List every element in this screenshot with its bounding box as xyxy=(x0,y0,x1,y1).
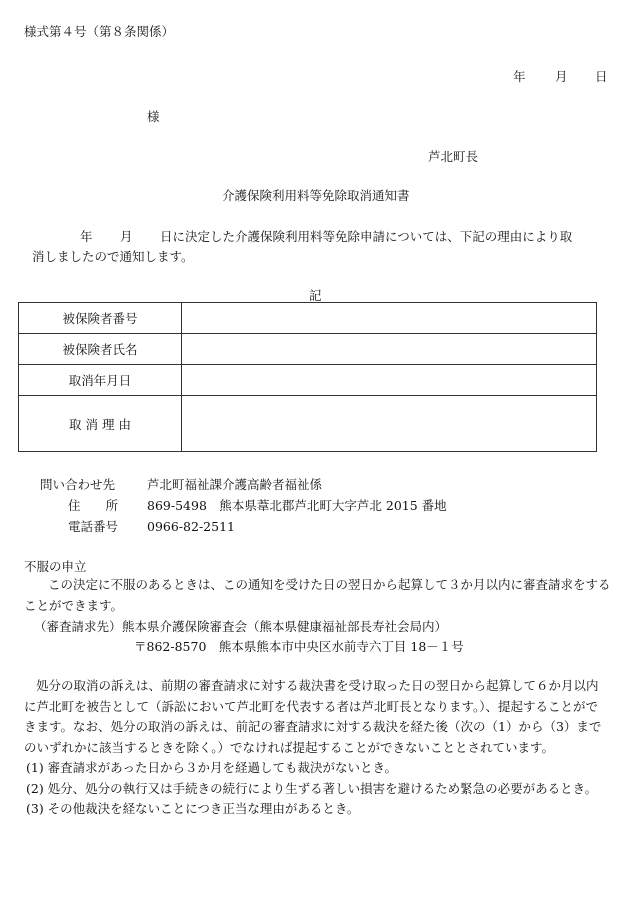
table-row xyxy=(19,396,597,452)
value-cancel-reason[interactable] xyxy=(182,396,597,452)
table-row xyxy=(19,365,597,396)
appeal-dest-label: （審査請求先） xyxy=(34,619,122,634)
label-cancel-reason: 取 消 理 由 xyxy=(19,396,182,452)
contact-block xyxy=(40,474,447,537)
contact-address-row xyxy=(40,495,447,516)
lawsuit-line4: のいずれかに該当するときを除く。）でなければ提起することができないこととされています。 xyxy=(24,739,555,755)
ki-heading: 記 xyxy=(309,288,322,303)
appeal-line1: この決定に不服のあるときは、この通知を受けた日の翌日から起算して３か月以内に審査請求をする xyxy=(48,577,611,592)
lawsuit-line3: きます。なお、処分の取消の訴えは、前記の審査請求に対する裁決を経た後（次の（1）から（3）まで xyxy=(24,719,602,734)
date-month: 月 xyxy=(555,69,568,84)
value-cancel-date[interactable] xyxy=(182,365,597,396)
appeal-paragraph xyxy=(24,575,611,616)
appeal-dest-address: 〒862-8570 熊本県熊本市中央区水前寺六丁目 18－１号 xyxy=(134,639,464,654)
table-row xyxy=(19,334,597,365)
contact-phone-row xyxy=(40,516,447,537)
address-value: 869-5498 熊本県葦北郡芦北町大字芦北 2015 番地 xyxy=(147,498,447,513)
lawsuit-item-1: (1) 審査請求があった日から３か月を経過しても裁決がないとき。 xyxy=(26,760,398,775)
address-label: 住 所 xyxy=(68,498,119,513)
intro-year: 年 xyxy=(80,229,93,244)
appeal-line2: ことができます。 xyxy=(24,597,124,613)
label-insured-number: 被保険者番号 xyxy=(19,303,182,334)
table-row xyxy=(19,303,597,334)
appeal-heading: 不服の申立 xyxy=(24,559,87,574)
value-insured-number[interactable] xyxy=(182,303,597,334)
date-year: 年 xyxy=(513,69,526,84)
lawsuit-item-2: (2) 処分、処分の執行又は手続きの続行により生ずる著しい損害を避けるため緊急の必要があるとき。 xyxy=(26,780,598,796)
label-insured-name: 被保険者氏名 xyxy=(19,334,182,365)
intro-rest: 日に決定した介護保険利用料等免除申請については、下記の理由により取 xyxy=(160,229,573,244)
inquiry-label: 問い合わせ先 xyxy=(40,477,116,492)
label-cancel-date: 取消年月日 xyxy=(19,365,182,396)
date-day: 日 xyxy=(595,69,608,84)
contact-inquiry-row xyxy=(40,474,447,495)
issuer: 芦北町長 xyxy=(428,149,479,164)
phone-label: 電話番号 xyxy=(68,519,119,534)
intro-month: 月 xyxy=(120,229,133,244)
page-title: 介護保険利用料等免除取消通知書 xyxy=(222,188,410,203)
lawsuit-paragraph xyxy=(24,676,609,820)
appeal-dest-name: 熊本県介護保険審査会（熊本県健康福祉部長寿社会局内） xyxy=(122,619,448,634)
record-table xyxy=(18,302,597,452)
form-number: 様式第４号（第８条関係） xyxy=(24,24,175,39)
phone-value: 0966-82-2511 xyxy=(147,519,235,534)
intro-line2: 消しましたので通知します。 xyxy=(32,249,194,264)
lawsuit-line1: 処分の取消の訴えは、前期の審査請求に対する裁決書を受け取った日の翌日から起算して６か月以内 xyxy=(36,678,599,693)
lawsuit-line2: に芦北町を被告として（訴訟において芦北町を代表する者は芦北町長となります。）、提起することがで xyxy=(24,698,599,714)
value-insured-name[interactable] xyxy=(182,334,597,365)
inquiry-value: 芦北町福祉課介護高齢者福祉係 xyxy=(147,477,323,492)
addressee-suffix: 様 xyxy=(147,109,160,124)
lawsuit-item-3: (3) その他裁決を経ないことにつき正当な理由があるとき。 xyxy=(26,801,360,816)
